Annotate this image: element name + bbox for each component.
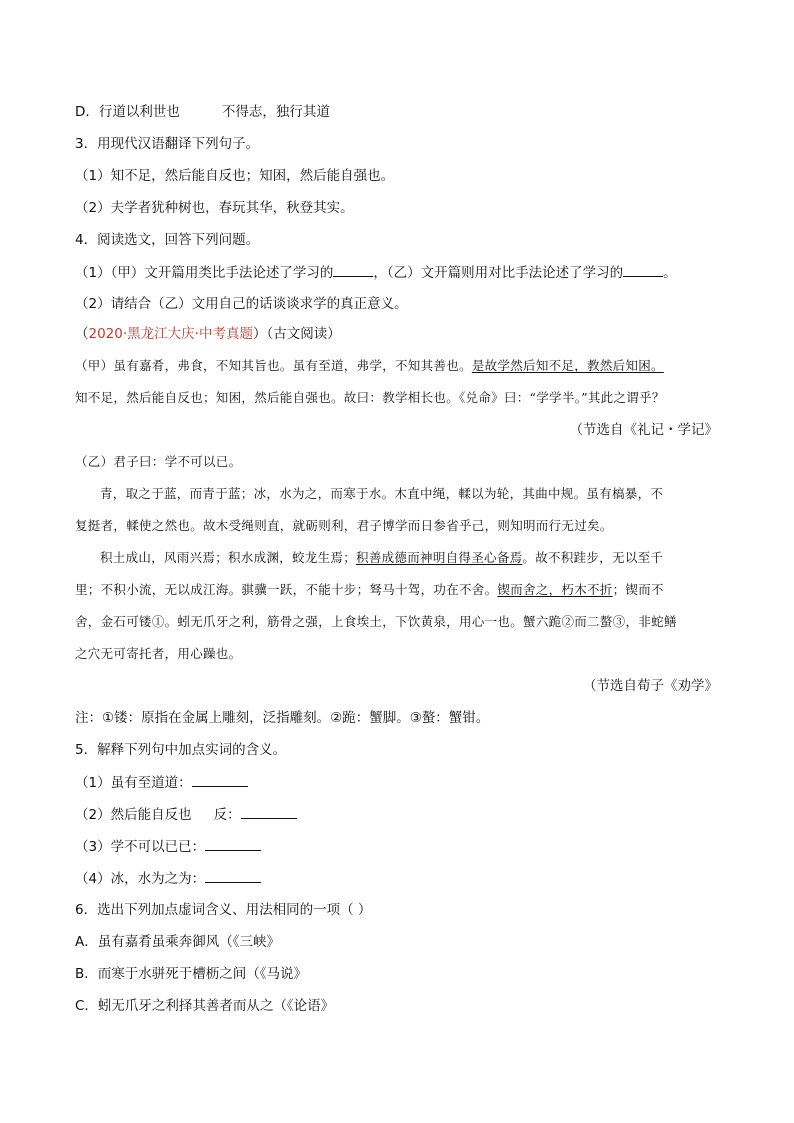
answer-blank [192, 773, 248, 787]
answer-blank [205, 837, 261, 851]
answer-blank [205, 869, 261, 883]
yi-p2-line-3: 舍，金石可镂①。蚓无爪牙之利，筋骨之强，上食埃土，下饮黄泉，用心一也。蟹六跪②而二螯③，非蛇鳝 [75, 614, 677, 629]
answer-blank [623, 263, 663, 277]
q3-item-2: （2）夫学者犹种树也，春玩其华，秋登其实。 [75, 200, 354, 216]
jia-source: （节选自《礼记・学记》 [569, 422, 718, 438]
jia-line-2: 知不足，然后能自反也；知困，然后能自强也。故曰：教学相长也。《兑命》曰：“学学半。”其此之谓乎？ [75, 390, 665, 405]
q5-item-4: （4）冰，水为之为： [75, 869, 261, 888]
q5-item-1: （1）虽有至道道： [75, 773, 248, 792]
source-tag: （2020·黑龙江大庆·中考真题）（古文阅读） [75, 326, 341, 342]
jia-line-1: （甲）虽有嘉肴，弗食，不知其旨也。虽有至道，弗学，不知其善也。是故学然后知不足，教然后知困。 [75, 358, 664, 373]
q4-title: 4．阅读选文，回答下列问题。 [75, 232, 260, 248]
q6-option-c: C．蚓无爪牙之利择其善者而从之（《论语》 [75, 998, 335, 1014]
q3-item-1: （1）知不足，然后能自反也；知困，然后能自强也。 [75, 168, 395, 184]
answer-blank [333, 263, 373, 277]
q6-option-b: B．而寒于水骈死于槽枥之间（《马说》 [75, 966, 308, 982]
q3-title: 3．用现代汉语翻译下列句子。 [75, 136, 260, 152]
yi-p2-line-1: 积土成山，风雨兴焉；积水成渊，蛟龙生焉；积善成德而神明自得圣心备焉。故不积跬步，无以至千 [100, 550, 664, 565]
yi-p1-line-2: 复挺者，輮使之然也。故木受绳则直，就砺则利，君子博学而日参省乎己，则知明而行无过矣。 [75, 518, 613, 533]
q6-option-a: A．虽有嘉肴虽乘奔御风（《三峡》 [75, 934, 280, 950]
q6-title: 6．选出下列加点虚词含义、用法相同的一项（ ） [75, 902, 372, 918]
q5-item-2: （2）然后能自反也 反： [75, 805, 297, 824]
yi-p1-line-1: 青，取之于蓝，而青于蓝；冰，水为之，而寒于水。木直中绳，輮以为轮，其曲中规。虽有槁暴，不 [100, 486, 664, 501]
yi-p2-line-2: 里；不积小流，无以成江海。骐骥一跃，不能十步；驽马十驾，功在不舍。锲而舍之，朽木不折；锲而不 [75, 582, 664, 597]
q4-item-1: （1）（甲）文开篇用类比手法论述了学习的 ，（乙）文开篇则用对比手法论述了学习的 。 [75, 265, 677, 281]
answer-blank [241, 805, 297, 819]
q4-item-2: （2）请结合（乙）文用自己的话谈谈求学的真正意义。 [75, 296, 408, 312]
yi-p2-line-4: 之穴无可寄托者，用心躁也。 [75, 646, 242, 661]
q2-option-d: D．行道以利世也 不得志，独行其道 [75, 104, 330, 120]
q5-item-3: （3）学不可以已已： [75, 837, 261, 856]
q5-title: 5．解释下列句中加点实词的含义。 [75, 742, 287, 758]
yi-head: （乙）君子曰：学不可以已。 [75, 454, 242, 469]
yi-source: （节选自荀子《劝学》 [583, 678, 718, 694]
footnote: 注：①镂：原指在金属上雕刻，泛指雕刻。②跪：蟹脚。③螯：蟹钳。 [75, 710, 490, 726]
